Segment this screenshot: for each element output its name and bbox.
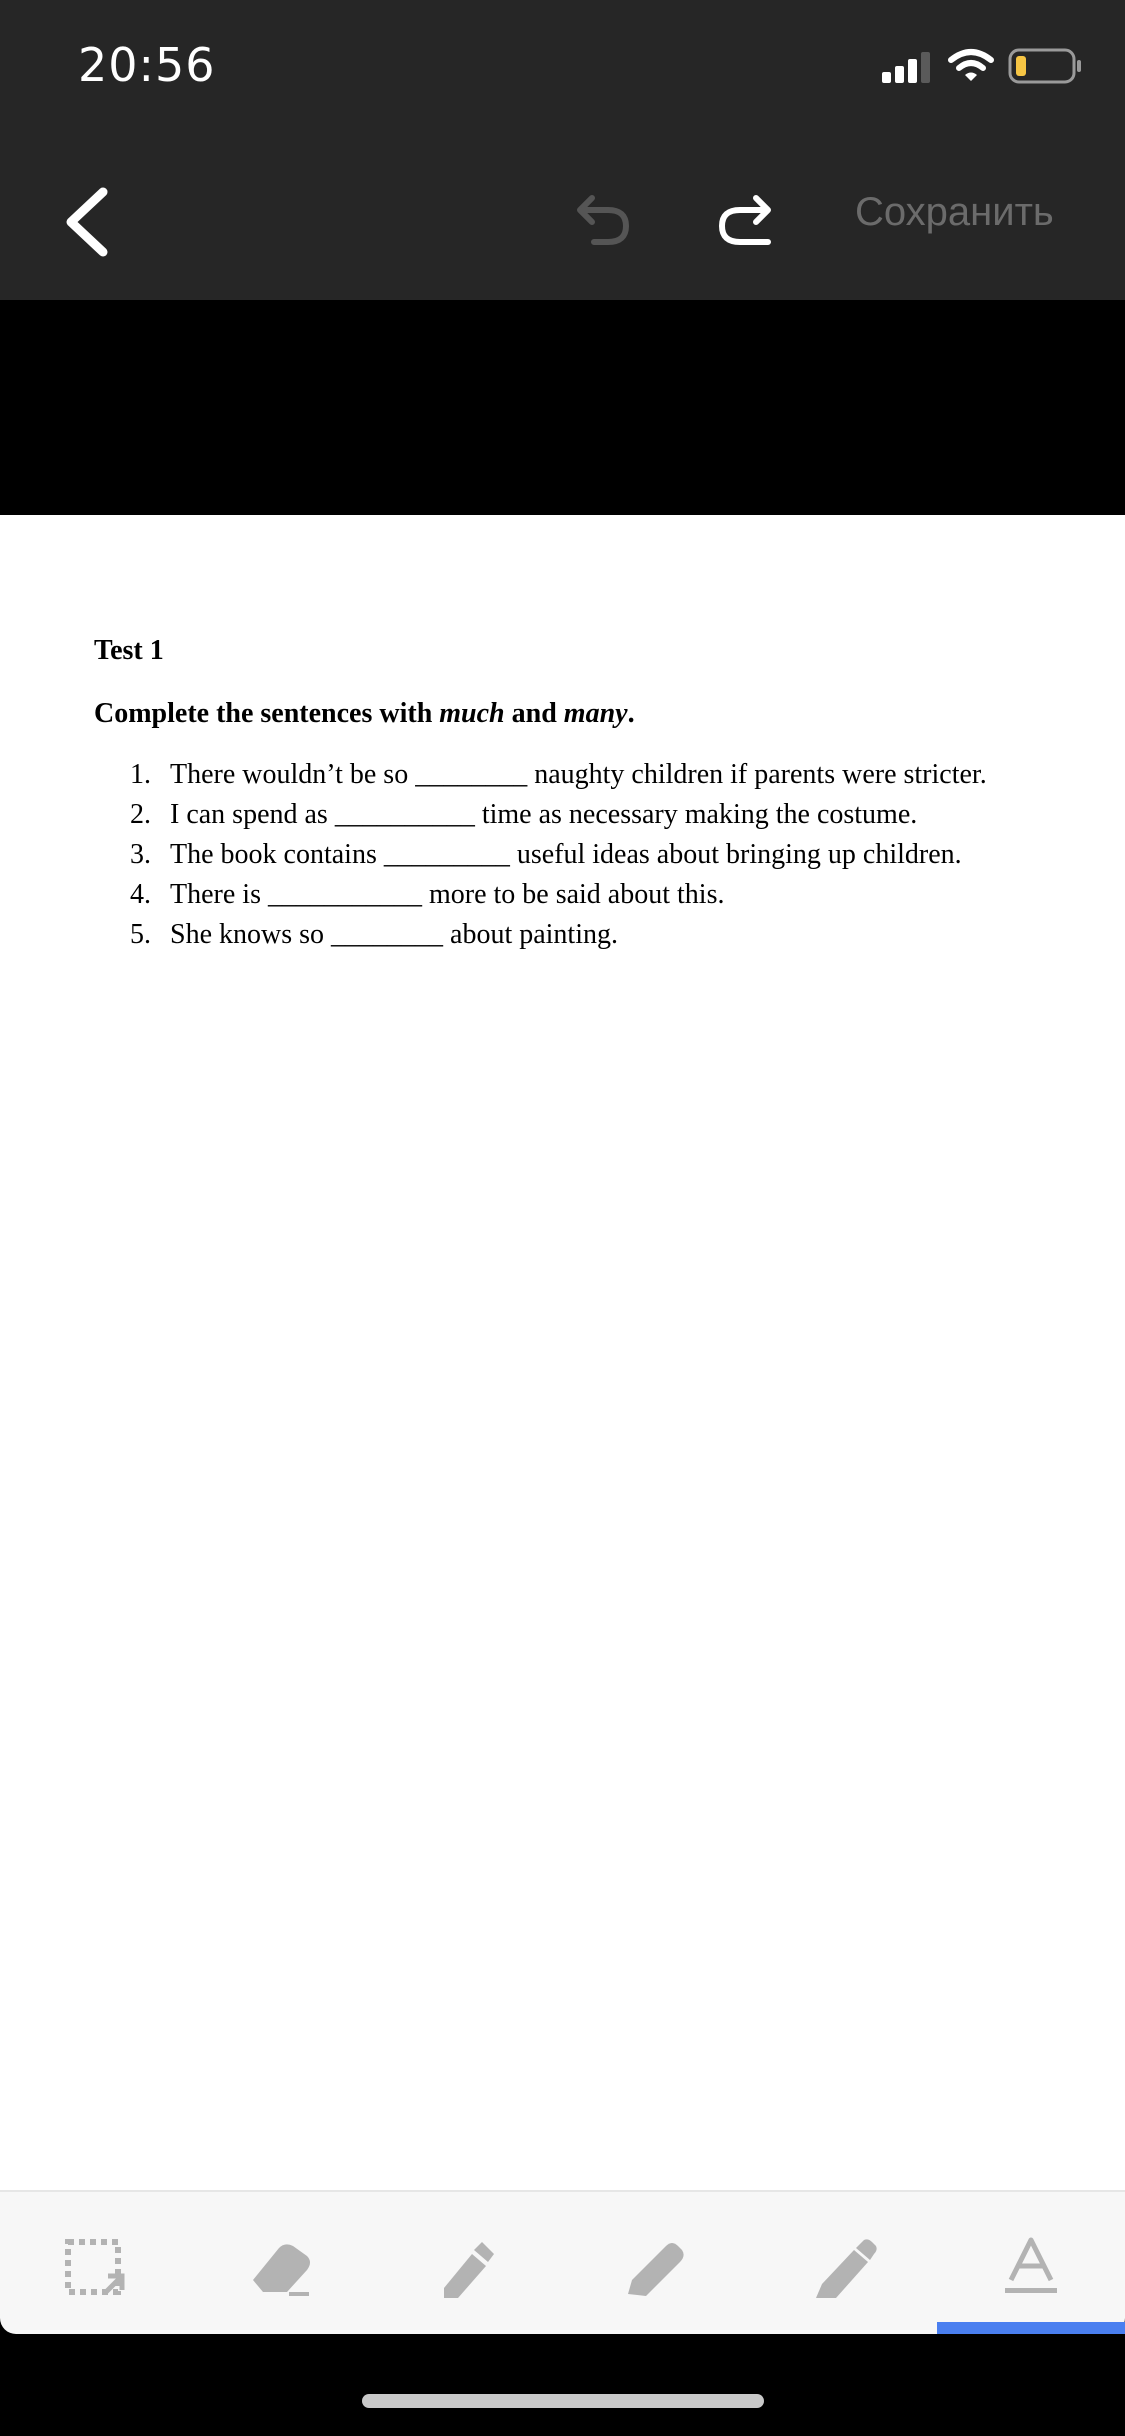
pen-icon — [430, 2236, 502, 2300]
instruction-middle: and — [504, 698, 564, 729]
battery-icon — [1008, 48, 1084, 84]
exercise-text: I can spend as __________ time as necessary making the costume. — [170, 799, 918, 830]
chevron-left-icon — [55, 182, 125, 262]
undo-button[interactable] — [572, 188, 636, 252]
redo-icon — [712, 188, 776, 252]
instruction-word-many: many — [563, 698, 628, 729]
undo-icon — [572, 188, 636, 252]
document-page — [0, 515, 1125, 2190]
marker-tool[interactable] — [808, 2236, 880, 2300]
eraser-tool[interactable] — [245, 2236, 317, 2300]
lasso-select-tool[interactable] — [60, 2236, 132, 2300]
markup-toolbar — [0, 2190, 1125, 2334]
instruction-suffix: . — [627, 698, 635, 729]
instruction-prefix: Complete the sentences with — [94, 698, 440, 729]
active-tool-indicator — [937, 2322, 1125, 2334]
back-button[interactable] — [55, 182, 125, 262]
text-tool[interactable] — [995, 2236, 1067, 2300]
text-tool-icon — [995, 2236, 1067, 2300]
exercise-number: 2. — [130, 799, 151, 830]
exercise-item — [130, 917, 987, 957]
lasso-select-icon — [60, 2236, 132, 2300]
exercise-number: 3. — [130, 839, 151, 870]
status-time: 20:56 — [78, 38, 216, 92]
black-band — [0, 300, 1125, 515]
save-button[interactable]: Сохранить — [855, 190, 1054, 234]
exercise-number: 5. — [130, 919, 151, 950]
instruction-word-much: much — [439, 698, 505, 729]
exercise-text: She knows so ________ about painting. — [170, 919, 618, 950]
nav-bar — [0, 135, 1125, 300]
pencil-tool[interactable] — [618, 2236, 690, 2300]
exercise-text: There wouldn’t be so ________ naughty children if parents were stricter. — [170, 759, 987, 790]
wifi-icon — [947, 48, 995, 84]
exercise-text: The book contains _________ useful ideas about bringing up children. — [170, 839, 962, 870]
exercise-number: 4. — [130, 879, 151, 910]
exercise-item — [130, 837, 987, 877]
home-indicator[interactable] — [362, 2394, 764, 2408]
exercise-item — [130, 797, 987, 837]
marker-icon — [808, 2236, 880, 2300]
exercise-number: 1. — [130, 759, 151, 790]
exercise-list — [130, 757, 987, 957]
eraser-icon — [245, 2236, 317, 2300]
exercise-item — [130, 877, 987, 917]
exercise-item — [130, 757, 987, 797]
redo-button[interactable] — [712, 188, 776, 252]
exercise-text: There is ___________ more to be said about this. — [170, 879, 725, 910]
instruction-text — [94, 698, 635, 730]
page-title: Test 1 — [94, 635, 164, 666]
signal-icon — [880, 50, 936, 84]
status-bar — [0, 0, 1125, 135]
pen-tool[interactable] — [430, 2236, 502, 2300]
pencil-icon — [618, 2236, 690, 2300]
